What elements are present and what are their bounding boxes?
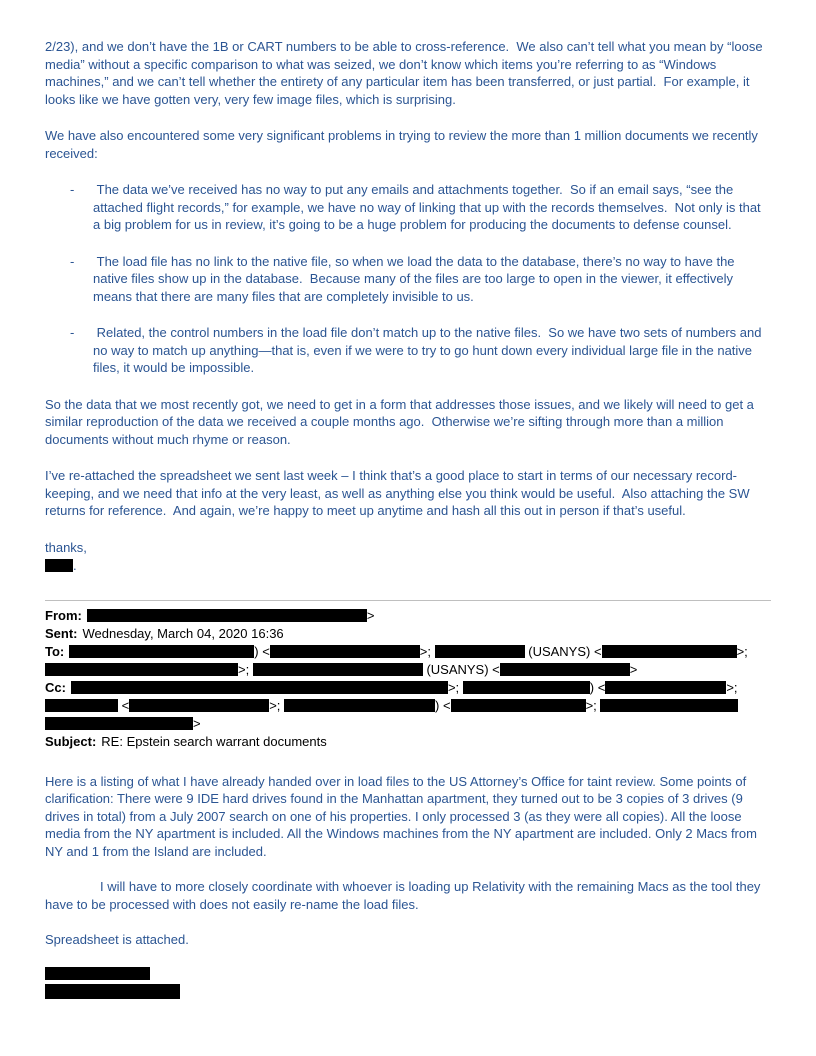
cc-label: Cc: [45, 679, 66, 695]
redaction-bar [45, 967, 150, 980]
bullet-item-load-file-link [45, 253, 771, 306]
header-text-fragment: >; [419, 643, 435, 659]
redaction-bar [605, 681, 726, 694]
header-text-fragment: > [629, 661, 638, 677]
header-text-fragment: >; [736, 643, 748, 659]
quoted-email-body [45, 773, 771, 999]
closing-block [45, 539, 771, 575]
redaction-bar [129, 699, 269, 712]
cc-recipients [71, 680, 738, 695]
to-line-1 [45, 643, 771, 661]
closing-period: . [73, 557, 77, 573]
from-line [45, 607, 771, 625]
redaction-bar [45, 559, 73, 572]
paragraph-load-files-listing: Here is a listing of what I have already handed over in load files to the US Attorney’s Office for taint review. Some points of clarification: There were 9 IDE hard drives found in the Manhattan apartment, they turned out to be 3 copies of 3 drives (9 drives in total) from a July 2007 search on one of his properties. I only processed 3 (as they were all copies). All the loose media from the NY apartment is included. All the Windows machines from the NY apartment are included. Only 2 Macs from NY and 1 from the Island are included. [45, 773, 761, 859]
reply-body [45, 38, 771, 575]
bullet-marker: - [70, 325, 75, 340]
header-text-fragment: ) < [254, 643, 270, 659]
to-recipients-continued [45, 662, 637, 677]
cc-line-3 [45, 715, 771, 733]
sent-label: Sent: [45, 625, 78, 641]
bullet-marker: - [70, 182, 75, 197]
to-label: To: [45, 643, 65, 659]
cc-recipients-continued [45, 716, 201, 731]
paragraph-problems-intro: We have also encountered some very significant problems in trying to review the more than 1 million documents we recently received: [45, 128, 762, 161]
header-text-fragment: > [193, 715, 201, 731]
cc-line-1 [45, 679, 771, 697]
header-text-fragment: ) < [435, 697, 451, 713]
header-text-fragment: ) < [589, 679, 606, 695]
to-line-2 [45, 661, 771, 679]
header-text-fragment: (USANYS) < [422, 661, 500, 677]
closing-signature-line [45, 557, 771, 575]
header-text-fragment: > [366, 607, 375, 623]
bullet-text: The load file has no link to the native file, so when we load the data to the database, there’s no way to have the native files show up in the database. Because many of the files are too large to open in the viewer, it effectively means that there are many files that are completely invisible to us. [93, 253, 739, 304]
subject-line [45, 733, 771, 751]
sent-value: Wednesday, March 04, 2020 16:36 [82, 625, 284, 641]
redaction-bar [253, 663, 423, 676]
quoted-email-header [45, 600, 771, 751]
redaction-bar [45, 984, 180, 999]
redaction-bar [69, 645, 254, 658]
header-text-fragment: (USANYS) < [524, 643, 602, 659]
bullet-text: The data we’ve received has no way to put any emails and attachments together. So if an email says, “see the attached flight records,” for example, we have no way of linking that up with the records themselves. Not only is that a big problem for us in review, it’s going to be a huge problem for producing the documents to defense counsel. [93, 182, 765, 232]
bullet-item-control-numbers [45, 324, 771, 377]
paragraph-data-form: So the data that we most recently got, we need to get in a form that addresses those issues, and we likely will need to get a similar reproduction of the data we received a couple months ago. Otherwise we’re sifting through more than a million documents without much rhyme or reason. [45, 396, 758, 447]
redaction-bar [87, 609, 367, 622]
redaction-bar [600, 699, 738, 712]
paragraph-spreadsheet-reattached: I’ve re-attached the spreadsheet we sent last week – I think that’s a good place to start in terms of our necessary record-keeping, and we need that info at the very least, as well as anything else you think would be useful. Also attaching the SW returns for reference. And again, we’re happy to meet up anytime and hash all this out in person if that’s useful. [45, 468, 754, 518]
header-text-fragment: >; [447, 679, 463, 695]
redaction-bar [45, 699, 118, 712]
subject-value: RE: Epstein search warrant documents [101, 733, 327, 749]
redaction-bar [435, 645, 525, 658]
redaction-bar [500, 663, 630, 676]
redaction-bar [45, 663, 238, 676]
sent-line [45, 625, 771, 643]
header-text-fragment: < [118, 697, 130, 713]
from-value [87, 608, 375, 623]
redaction-bar [451, 699, 586, 712]
from-label: From: [45, 607, 82, 623]
redaction-bar [270, 645, 420, 658]
cc-line-2 [45, 697, 771, 715]
subject-label: Subject: [45, 733, 97, 749]
bullet-text: Related, the control numbers in the load file don’t match up to the native files. So we have two sets of numbers and no way to match up anything—that is, even if we were to try to go hunt down every individual large file in the native files, it would be impossible. [93, 325, 766, 375]
paragraph-spreadsheet-attached: Spreadsheet is attached. [45, 932, 189, 947]
cc-recipients-continued [45, 698, 738, 713]
bullet-list [45, 181, 771, 377]
paragraph-relativity-coordination: I will have to more closely coordinate with whoever is loading up Relativity with the remaining Macs as the tool they have to be processed with does not easily re-name the load files. [45, 879, 765, 912]
header-text-fragment: >; [269, 697, 285, 713]
header-text-fragment: >; [726, 679, 738, 695]
bullet-marker: - [70, 253, 75, 269]
redaction-bar [45, 717, 193, 730]
redaction-bar [463, 681, 590, 694]
paragraph-cross-reference: 2/23), and we don’t have the 1B or CART numbers to be able to cross-reference. We also can’t tell what you mean by “loose media” without a specific comparison to what was seized, we don’t know which items you’re referring to as “Windows machines,” and we can’t tell whether the entirety of any particular item has been transferred, or just partial. For example, it looks like we have gotten very, very few image files, which is surprising. [45, 39, 767, 107]
redaction-bar [602, 645, 737, 658]
redaction-bar [71, 681, 448, 694]
closing-thanks: thanks, [45, 539, 87, 555]
header-text-fragment: >; [238, 661, 253, 677]
bullet-item-emails-attachments [45, 181, 771, 234]
header-text-fragment: >; [585, 697, 601, 713]
redaction-bar [284, 699, 435, 712]
to-recipients [69, 644, 748, 659]
redacted-signature-block [45, 967, 771, 999]
